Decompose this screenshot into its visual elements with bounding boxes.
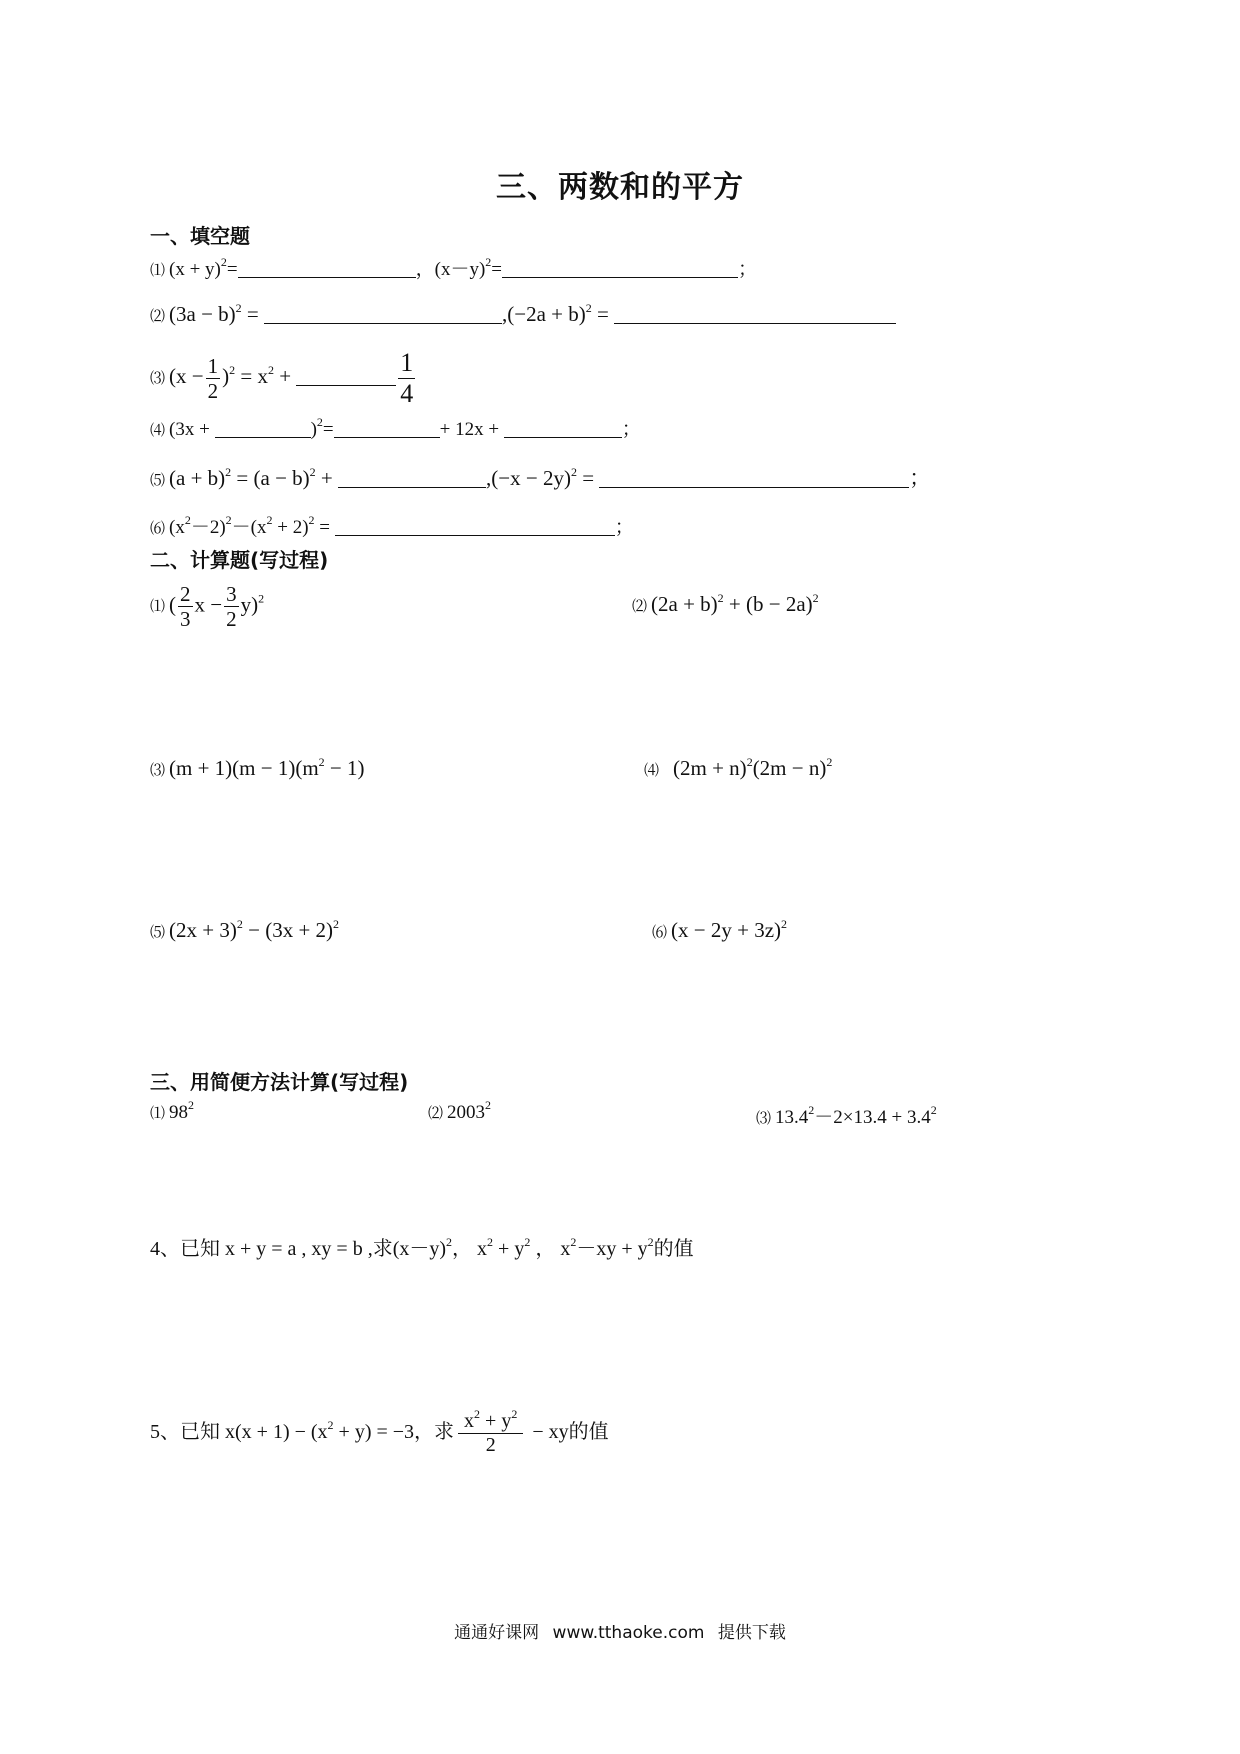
exponent: 2 (235, 301, 242, 315)
fraction (398, 348, 415, 409)
expr: (3a − b) (169, 302, 236, 326)
footer-site-name: 通通好课网 (454, 1623, 540, 1643)
denominator: 3 (180, 607, 191, 632)
expr: = (241, 302, 265, 326)
expr: = (314, 517, 335, 538)
exponent: 2 (717, 591, 724, 605)
section-heading-calc: 二、计算题(写过程) (150, 548, 329, 572)
exponent: 2 (318, 755, 325, 769)
expr: x − (194, 592, 223, 617)
numerator: 1 (207, 353, 219, 378)
exponent: 2 (258, 591, 265, 606)
exponent: 2 (225, 513, 232, 527)
denominator: 2 (226, 607, 237, 632)
calc-question-1 (150, 582, 264, 631)
question-number: ⑹ (652, 925, 668, 941)
answer-blank[interactable] (335, 517, 615, 536)
exponent: 2 (570, 1235, 577, 1249)
exponent: 2 (327, 1418, 334, 1433)
expr: (2a + b) (651, 592, 718, 616)
exponent: 2 (236, 917, 243, 931)
expr: = (a − b) (231, 466, 310, 490)
expr: －2) (190, 517, 226, 538)
expr: ， x (452, 1238, 488, 1260)
exponent: 2 (474, 1407, 481, 1421)
fill-question-1 (150, 254, 757, 281)
expr: + y) = −3，求 (333, 1421, 455, 1444)
calc-question-2 (632, 592, 819, 617)
fraction (178, 582, 193, 631)
expr: + y (493, 1238, 525, 1260)
exponent: 2 (812, 591, 819, 605)
answer-blank[interactable] (334, 419, 440, 438)
question-number: ⑸ (150, 473, 166, 489)
simple-question-1 (150, 1098, 195, 1124)
separator: ； (738, 259, 758, 280)
question-number: ⑹ (150, 521, 166, 537)
expr: = (322, 419, 334, 440)
footer-suffix: 提供下载 (717, 1623, 786, 1643)
calc-question-5 (150, 918, 339, 943)
answer-blank[interactable] (614, 305, 896, 324)
expr: 4、已知 x + y = a , xy = b ,求(x－y) (150, 1238, 447, 1260)
question-number: ⑵ (428, 1106, 444, 1122)
separator: ， (415, 259, 435, 280)
expr: (x－y) (434, 259, 486, 280)
numerator: 3 (226, 582, 237, 606)
expr: (−x − 2y) (491, 466, 571, 490)
exponent: 2 (266, 513, 273, 527)
problem-5 (150, 1407, 609, 1457)
expr: = (226, 259, 238, 280)
expr: (x − 2y + 3z) (671, 918, 782, 942)
question-number: ⑶ (150, 371, 166, 388)
expr: x (464, 1410, 475, 1432)
separator: , (502, 302, 508, 326)
expr: (a + b) (169, 466, 226, 490)
question-number: ⑴ (150, 263, 166, 279)
separator: ； (909, 466, 931, 490)
calc-question-4 (644, 756, 832, 781)
expr: ) (310, 419, 317, 440)
denominator: 2 (485, 1434, 496, 1456)
answer-blank[interactable] (264, 305, 502, 324)
exponent: 2 (524, 1235, 531, 1249)
denominator: 2 (207, 378, 219, 403)
answer-blank[interactable] (502, 259, 738, 278)
exponent: 2 (446, 1235, 453, 1249)
exponent: 2 (333, 917, 340, 931)
separator: ； (621, 419, 641, 440)
expr: y) (240, 592, 259, 617)
denominator: 4 (400, 378, 414, 408)
answer-blank[interactable] (504, 419, 622, 438)
expr: (2m − n) (752, 756, 827, 780)
fill-question-3 (150, 348, 417, 409)
question-number: ⑴ (150, 1106, 166, 1122)
fill-question-5 (150, 462, 930, 492)
exponent: 2 (511, 1407, 518, 1421)
expr: − (3x + 2) (242, 918, 334, 942)
expr: + 2) (272, 517, 309, 538)
simple-question-3 (756, 1102, 937, 1129)
exponent: 2 (585, 301, 592, 315)
fill-question-6 (150, 512, 634, 539)
section-heading-fill: 一、填空题 (150, 224, 250, 248)
expr: = (576, 466, 600, 490)
exponent: 2 (188, 1098, 195, 1112)
expr: + (315, 466, 339, 490)
expr: (x (169, 517, 185, 538)
question-number: ⑶ (756, 1111, 772, 1127)
expr: + y (480, 1410, 512, 1432)
expr: − xy的值 (527, 1421, 609, 1444)
expr: ) (222, 364, 230, 389)
exponent: 2 (746, 755, 753, 769)
expr: + (273, 364, 297, 389)
calc-question-3 (150, 756, 365, 781)
fill-question-2 (150, 302, 896, 327)
answer-blank[interactable] (338, 469, 486, 488)
expr: －2×13.4 + 3.4 (814, 1107, 931, 1128)
separator: ； (614, 517, 634, 538)
numerator: 2 (180, 582, 191, 606)
exponent: 2 (225, 465, 232, 479)
exponent: 2 (826, 755, 833, 769)
page-title: 三、两数和的平方 (496, 170, 744, 205)
calc-question-6 (652, 918, 787, 943)
question-number: ⑶ (150, 763, 166, 779)
expr: ( (169, 592, 177, 617)
exponent: 2 (220, 255, 227, 269)
numerator (458, 1407, 523, 1434)
expr: －(x (231, 517, 267, 538)
expr: 98 (169, 1102, 189, 1123)
section-heading-simple: 三、用简便方法计算(写过程) (150, 1070, 409, 1094)
expr: = (591, 302, 615, 326)
exponent: 2 (316, 415, 323, 429)
exponent: 2 (485, 1098, 492, 1112)
answer-blank[interactable] (215, 419, 311, 438)
expr: 5、已知 x(x + 1) − (x (150, 1421, 328, 1444)
exponent: 2 (781, 917, 788, 931)
fraction (224, 582, 239, 631)
exponent: 2 (229, 363, 236, 378)
expr: －xy + y (576, 1238, 648, 1260)
question-number: ⑵ (150, 309, 166, 325)
expr: 13.4 (775, 1107, 809, 1128)
expr: (x − (169, 364, 204, 389)
simple-question-2 (428, 1098, 492, 1124)
fraction (206, 354, 221, 403)
exponent: 2 (808, 1103, 815, 1117)
exponent: 2 (570, 465, 577, 479)
problem-4 (150, 1232, 694, 1261)
question-number: ⑷ (644, 763, 660, 779)
footer-url[interactable]: www.tthaoke.com (552, 1623, 705, 1643)
expr: (−2a + b) (507, 302, 586, 326)
exponent: 2 (487, 1235, 494, 1249)
answer-blank[interactable] (599, 469, 909, 488)
expr: = x (235, 364, 268, 389)
question-number: ⑸ (150, 925, 166, 941)
exponent: 2 (184, 513, 191, 527)
expr: = (491, 259, 502, 280)
expr: (2x + 3) (169, 918, 237, 942)
exponent: 2 (930, 1103, 937, 1117)
expr: (3x + (169, 419, 215, 440)
expr: ， x (530, 1238, 571, 1260)
expr: 2003 (447, 1102, 486, 1123)
exponent: 2 (309, 465, 316, 479)
question-number: ⑵ (632, 599, 648, 615)
expr: − 1) (324, 756, 365, 780)
expr: + (b − 2a) (723, 592, 813, 616)
expr: (2m + n) (673, 756, 747, 780)
question-number: ⑴ (150, 599, 166, 616)
expr: (x + y) (169, 259, 221, 280)
answer-blank[interactable] (296, 367, 396, 386)
exponent: 2 (267, 363, 274, 378)
expr: 的值 (653, 1238, 694, 1260)
fraction (458, 1407, 523, 1457)
exponent: 2 (308, 513, 315, 527)
page-footer (0, 1618, 1240, 1643)
answer-blank[interactable] (238, 259, 416, 278)
expr: (m + 1)(m − 1)(m (169, 756, 319, 780)
exponent: 2 (485, 255, 492, 269)
fill-question-4 (150, 414, 641, 441)
numerator: 1 (400, 348, 414, 377)
question-number: ⑷ (150, 423, 166, 439)
exponent: 2 (647, 1235, 654, 1249)
separator: , (486, 466, 492, 490)
expr: + 12x + (439, 419, 504, 440)
